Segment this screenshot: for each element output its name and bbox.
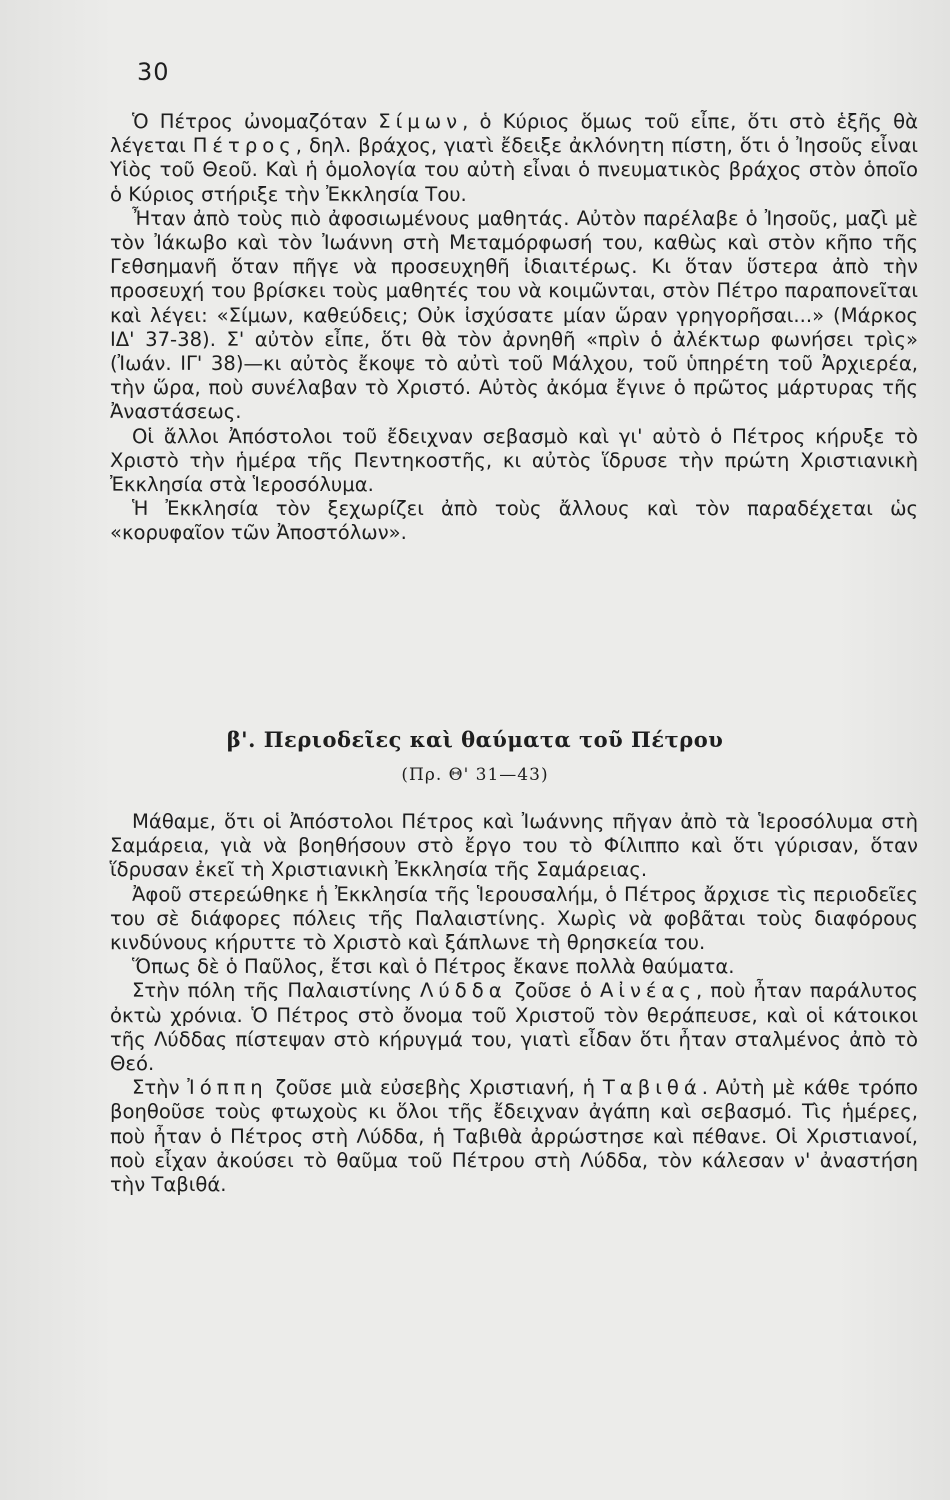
spaced-name: Πέτρος — [192, 134, 296, 158]
spaced-name: Αἰνέας — [599, 979, 696, 1003]
paragraph: Στὴν πόλη τῆς Παλαιστίνης Λύδδα ζοῦσε ὁ Αἰνέας, ποὺ ἦταν παράλυτος ὀκτὼ χρόνια. Ὁ Πέτρος στὸ ὄνομα τοῦ Χριστοῦ τὸν θεράπευσε, καὶ οἱ κάτοικοι τῆς Λύδδας πίστεψαν στὸ κήρυγμά του, γιατὶ εἶδαν ὅτι ἦταν σταλμένος ἀπὸ τὸ Θεό. — [110, 979, 918, 1076]
section-1-body — [110, 110, 918, 546]
paragraph: Οἱ ἄλλοι Ἀπόστολοι τοῦ ἔδειχναν σεβασμὸ καὶ γι' αὐτὸ ὁ Πέτρος κήρυξε τὸ Χριστὸ τὴν ἡμέρα τῆς Πεντηκοστῆς, κι αὐτὸς ἵδρυσε τὴν πρώτη Χριστιανικὴ Ἐκκλησία στὰ Ἱεροσόλυμα. — [110, 424, 918, 497]
paragraph: Ὁ Πέτρος ὠνομαζόταν Σίμων, ὁ Κύριος ὅμως τοῦ εἶπε, ὅτι στὸ ἑξῆς θὰ λέγεται Πέτρος, δηλ. βράχος, γιατὶ ἔδειξε ἀκλόνητη πίστη, ὅτι ὁ Ἰησοῦς εἶναι Υἱὸς τοῦ Θεοῦ. Καὶ ἡ ὁμολογία του αὐτὴ εἶναι ὁ πνευματικὸς βράχος στὸν ὁποῖο ὁ Κύριος στήριξε τὴν Ἐκκλησία Του. — [110, 110, 918, 206]
paragraph: Στὴν Ἰόππη ζοῦσε μιὰ εὐσεβὴς Χριστιανή, ἡ Ταβιθά. Αὐτὴ μὲ κάθε τρόπο βοηθοῦσε τοὺς φτωχοὺς κι ὅλοι τῆς ἔδειχναν ἀγάπη καὶ σεβασμό. Τὶς ἡμέρες, ποὺ ἦταν ὁ Πέτρος στὴ Λύδδα, ἡ Ταβιθὰ ἀρρώστησε καὶ πέθανε. Οἱ Χριστιανοί, ποὺ εἶχαν ἀκούσει τὸ θαῦμα τοῦ Πέτρου στὴ Λύδδα, τὸν κάλεσαν ν' ἀναστήση τὴν Ταβιθά. — [110, 1076, 918, 1197]
spaced-name: Ἰόππη — [187, 1076, 268, 1100]
section-2-body — [110, 810, 918, 1197]
page-number: 30 — [137, 58, 170, 86]
section-title: β'. Περιοδεῖες καὶ θαύματα τοῦ Πέτρου — [226, 727, 724, 752]
spaced-name: Λύδδα — [420, 979, 507, 1003]
spaced-name: Σίμων — [378, 110, 463, 133]
paragraph: Ἦταν ἀπὸ τοὺς πιὸ ἀφοσιωμένους μαθητάς. Αὐτὸν παρέλαβε ὁ Ἰησοῦς, μαζὶ μὲ τὸν Ἰάκωβο καὶ τὸν Ἰωάννη στὴ Μεταμόρφωσή του, καθὼς καὶ στὸν κῆπο τῆς Γεθσημανῆ ὅταν πῆγε νὰ προσευχηθῆ ἰδιαιτέρως. Κι ὅταν ὕστερα ἀπὸ τὴν προσευχή του βρίσκει τοὺς μαθητές του νὰ κοιμῶνται, στὸν Πέτρο παραπονεῖται καὶ λέγει: «Σίμων, καθεύδεις; Οὐκ ἰσχύσατε μίαν ὥραν γρηγορῆσαι...» (Μάρκος ΙΔ' 37-38). Σ' αὐτὸν εἶπε, ὅτι θὰ τὸν ἀρνηθῆ «πρὶν ὁ ἀλέκτωρ φωνήσει τρὶς» (Ἰωάν. ΙΓ' 38)—κι αὐτὸς ἔκοψε τὸ αὐτὶ τοῦ Μάλχου, τοῦ ὑπηρέτη τοῦ Ἀρχιερέα, τὴν ὥρα, ποὺ συνέλαβαν τὸ Χριστό. Αὐτὸς ἀκόμα ἔγινε ὁ πρῶτος μάρτυρας τῆς Ἀναστάσεως. — [110, 206, 918, 424]
paragraph: Μάθαμε, ὅτι οἱ Ἀπόστολοι Πέτρος καὶ Ἰωάννης πῆγαν ἀπὸ τὰ Ἱεροσόλυμα στὴ Σαμάρεια, γιὰ νὰ βοηθήσουν στὸ ἔργο του τὸ Φίλιππο καὶ ὅτι γύρισαν, ὅταν ἵδρυσαν ἐκεῖ τὴ Χριστιανικὴ Ἐκκλησία τῆς Σαμάρειας. — [110, 810, 918, 882]
spaced-name: Ταβιθά — [602, 1076, 702, 1100]
paragraph: Ὅπως δὲ ὁ Παῦλος, ἔτσι καὶ ὁ Πέτρος ἔκανε πολλὰ θαύματα. — [132, 955, 735, 979]
paragraph: Ἀφοῦ στερεώθηκε ἡ Ἐκκλησία τῆς Ἱερουσαλήμ, ὁ Πέτρος ἄρχισε τὶς περιοδεῖες του σὲ διάφορες πόλεις τῆς Παλαιστίνης. Χωρὶς νὰ φοβᾶται τοὺς διαφόρους κινδύνους κήρυττε τὸ Χριστὸ καὶ ξάπλωνε τὴ θρησκεία του. — [110, 882, 918, 955]
paragraph: Ἡ Ἐκκλησία τὸν ξεχωρίζει ἀπὸ τοὺς ἄλλους καὶ τὸν παραδέχεται ὡς «κορυφαῖον τῶν Ἀποστόλων». — [110, 497, 918, 545]
section-reference: (Πρ. Θ' 31—43) — [401, 765, 549, 785]
